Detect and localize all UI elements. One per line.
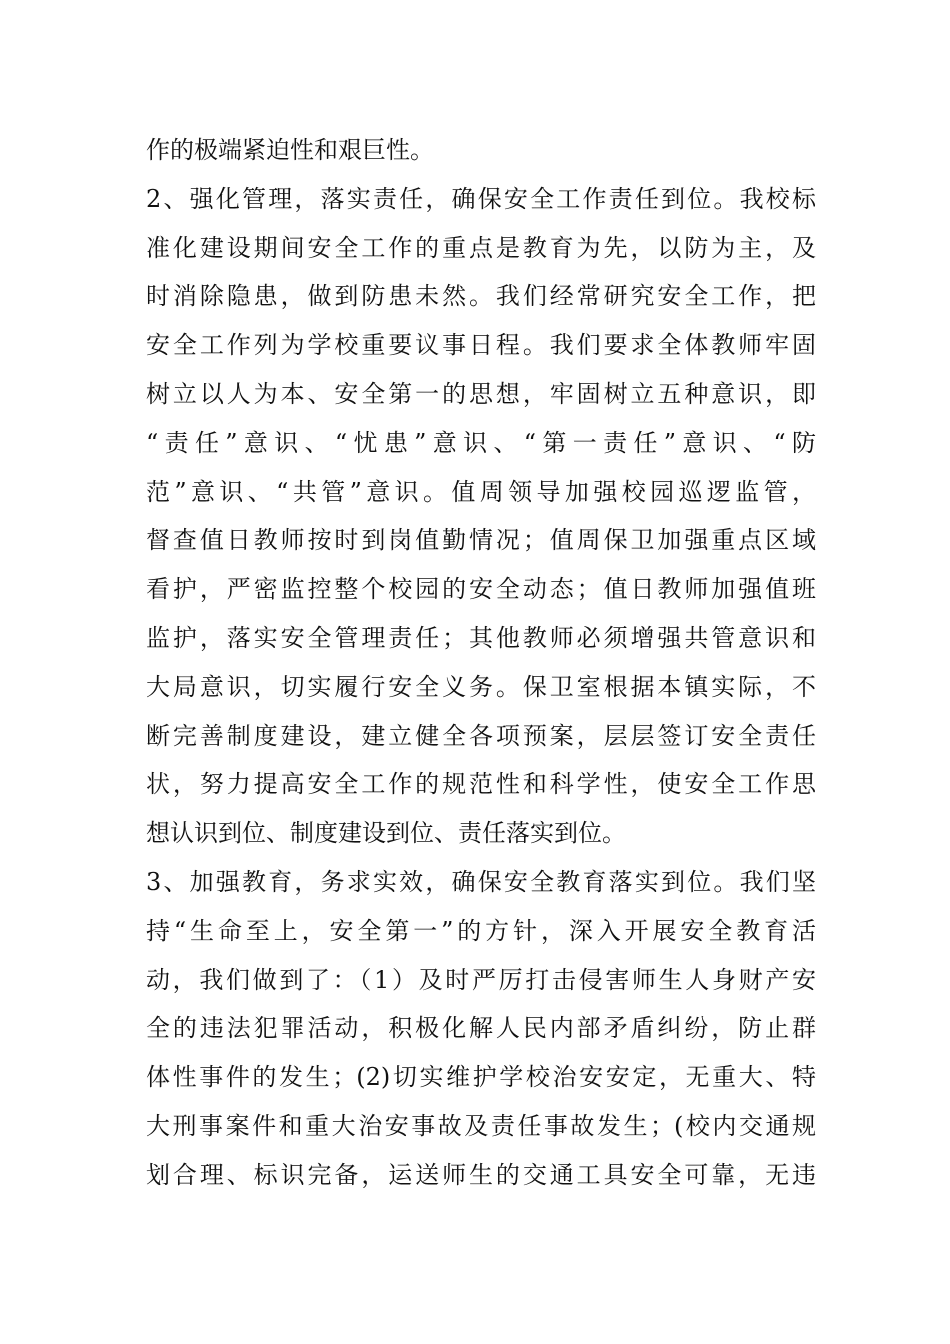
text-line: 状，努力提高安全工作的规范性和科学性，使安全工作思 [146, 770, 816, 799]
text-line: 安全工作列为学校重要议事日程。我们要求全体教师牢固 [146, 331, 816, 360]
text-line: 大局意识，切实履行安全义务。保卫室根据本镇实际，不 [146, 672, 816, 701]
text-line: 全的违法犯罪活动，积极化解人民内部矛盾纠纷，防止群 [146, 1014, 816, 1043]
text-line: 划合理、标识完备，运送师生的交通工具安全可靠，无违 [146, 1160, 816, 1189]
text-line: 想认识到位、制度建设到位、责任落实到位。 [146, 819, 626, 848]
text-line: 3、加强教育，务求实效，确保安全教育落实到位。我们坚 [146, 867, 816, 896]
text-line: 时消除隐患，做到防患未然。我们经常研究安全工作，把 [146, 282, 816, 311]
body-text [146, 126, 816, 1200]
text-line: 看护，严密监控整个校园的安全动态；值日教师加强值班 [146, 575, 816, 604]
text-line: 树立以人为本、安全第一的思想，牢固树立五种意识，即 [146, 379, 816, 408]
text-line: 断完善制度建设，建立健全各项预案，层层签订安全责任 [146, 721, 816, 750]
text-line: 体性事件的发生；(2)切实维护学校治安安定，无重大、特 [146, 1063, 816, 1092]
text-line: 动，我们做到了：（1）及时严厉打击侵害师生人身财产安 [146, 965, 816, 994]
text-line: 大刑事案件和重大治安事故及责任事故发生；(校内交通规 [146, 1111, 816, 1140]
text-line: 准化建设期间安全工作的重点是教育为先，以防为主，及 [146, 233, 816, 262]
text-line: 2、强化管理，落实责任，确保安全工作责任到位。我校标 [146, 184, 816, 213]
text-line: 范”意识、“共管”意识。值周领导加强校园巡逻监管， [146, 477, 816, 506]
text-line: 持“生命至上，安全第一”的方针，深入开展安全教育活 [146, 916, 816, 945]
text-line: “责任”意识、“忧患”意识、“第一责任”意识、“防 [146, 428, 816, 457]
text-line: 督查值日教师按时到岗值勤情况；值周保卫加强重点区域 [146, 526, 816, 555]
text-line: 监护，落实安全管理责任；其他教师必须增强共管意识和 [146, 623, 816, 652]
text-line: 作的极端紧迫性和艰巨性。 [146, 136, 434, 164]
